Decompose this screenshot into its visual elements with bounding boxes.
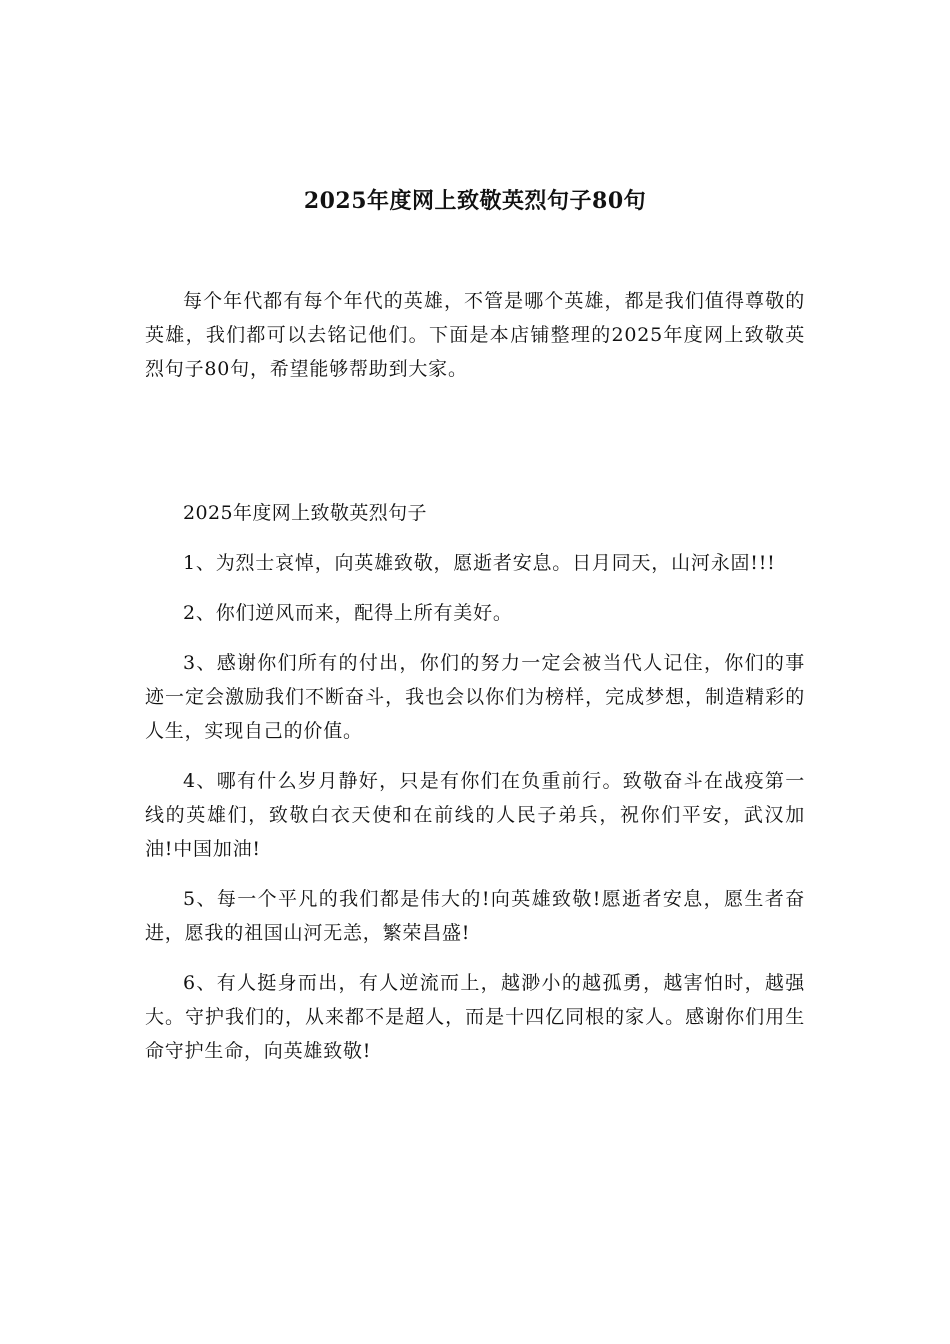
document-title: 2025年度网上致敬英烈句子80句 — [303, 188, 647, 214]
document-body — [145, 284, 805, 1068]
sentence-item-4: 4、哪有什么岁月静好，只是有你们在负重前行。致敬奋斗在战疫第一线的英雄们，致敬白衣天使和在前线的人民子弟兵，祝你们平安，武汉加油!中国加油! — [145, 770, 805, 860]
intro-paragraph: 每个年代都有每个年代的英雄，不管是哪个英雄，都是我们值得尊敬的英雄，我们都可以去铭记他们。下面是本店铺整理的2025年度网上致敬英烈句子80句，希望能够帮助到大家。 — [145, 290, 805, 380]
sentence-item-6: 6、有人挺身而出，有人逆流而上，越渺小的越孤勇，越害怕时，越强大。守护我们的，从来都不是超人，而是十四亿同根的家人。感谢你们用生命守护生命，向英雄致敬! — [145, 972, 805, 1062]
sentence-item-5: 5、每一个平凡的我们都是伟大的!向英雄致敬!愿逝者安息，愿生者奋进，愿我的祖国山河无恙，繁荣昌盛! — [145, 888, 805, 944]
sentence-item-3: 3、感谢你们所有的付出，你们的努力一定会被当代人记住，你们的事迹一定会激励我们不断奋斗，我也会以你们为榜样，完成梦想，制造精彩的人生，实现自己的价值。 — [145, 652, 805, 742]
sentence-item-1: 1、为烈士哀悼，向英雄致敬，愿逝者安息。日月同天，山河永固!!! — [183, 552, 776, 574]
sentence-item-2: 2、你们逆风而来，配得上所有美好。 — [183, 602, 513, 624]
section-heading: 2025年度网上致敬英烈句子 — [183, 502, 427, 524]
